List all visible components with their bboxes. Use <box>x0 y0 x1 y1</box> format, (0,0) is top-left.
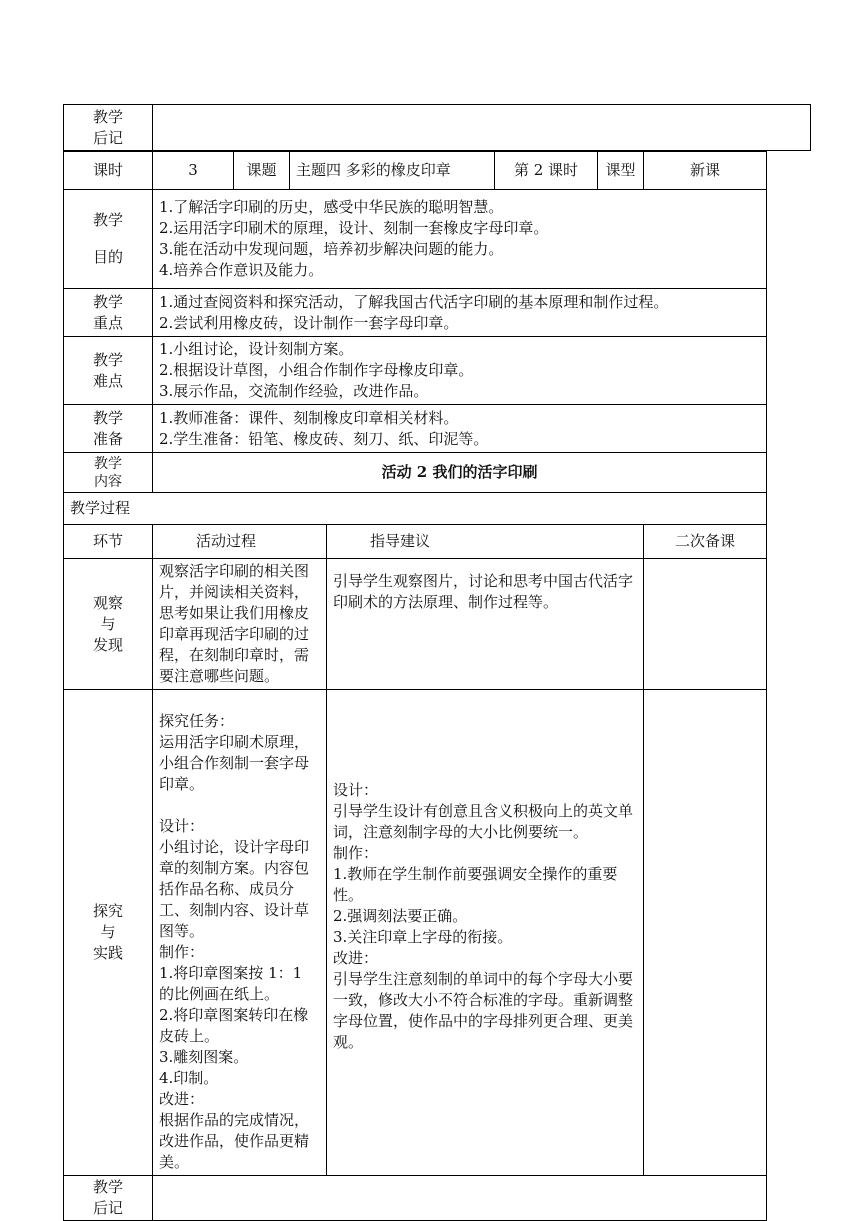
objectives-content <box>153 190 767 289</box>
preparation-item: 1.教师准备：课件、刻制橡皮印章相关材料。 <box>159 408 459 427</box>
activity-design-title: 设计： <box>159 817 205 835</box>
objective-item: 4.培养合作意识及能力。 <box>159 261 324 279</box>
stage-observe-secondary <box>644 559 767 690</box>
make-step: 1.将印章图案按 1：1 的比例画在纸上。 <box>159 964 303 1003</box>
preparation-label: 教学 准备 <box>64 405 153 453</box>
lesson-plan-table <box>63 151 767 1221</box>
topic-label: 课题 <box>234 152 290 190</box>
stage-observe-row <box>64 559 767 690</box>
stage-observe-label: 观察 与 发现 <box>64 559 153 690</box>
process-title: 教学过程 <box>64 493 767 525</box>
lesson-type-value: 新课 <box>644 152 767 190</box>
stage-explore-activity <box>153 690 327 1176</box>
stage-explore-label: 探究 与 实践 <box>64 690 153 1176</box>
info-row <box>64 152 767 190</box>
activity-make-title: 制作： <box>159 943 205 961</box>
preparation-row <box>64 405 767 453</box>
header-secondary: 二次备课 <box>644 525 767 559</box>
objective-item: 1.了解活字印刷的历史，感受中华民族的聪明智慧。 <box>159 198 504 216</box>
post-lesson-notes-content <box>153 1176 767 1221</box>
objective-item: 2.运用活字印刷术的原理，设计、刻制一套橡皮字母印章。 <box>159 219 549 237</box>
make-step: 2.将印章图案转印在橡皮砖上。 <box>159 1006 309 1045</box>
objectives-label: 教学 目的 <box>64 190 153 289</box>
content-row <box>64 453 767 493</box>
previous-notes-table <box>63 104 811 151</box>
activity-design-text: 小组讨论，设计字母印章的刻制方案。内容包括作品名称、成员分工、刻制内容、设计草图等。 <box>159 838 310 940</box>
guidance-make-item: 2.强调刻法要正确。 <box>333 907 468 925</box>
difficulty-item: 2.根据设计草图，小组合作制作字母橡皮印章。 <box>159 361 474 379</box>
process-header-row <box>64 525 767 559</box>
topic-value: 主题四 多彩的橡皮印章 <box>290 152 495 190</box>
make-step: 4.印制。 <box>159 1069 219 1087</box>
header-activity: 活动过程 <box>153 525 327 559</box>
stage-explore-secondary <box>644 690 767 1176</box>
difficulties-row <box>64 337 767 405</box>
task-title: 探究任务： <box>159 712 235 730</box>
guidance-make-item: 3.关注印章上字母的衔接。 <box>333 928 513 946</box>
process-title-row <box>64 493 767 525</box>
preparation-content <box>153 405 767 453</box>
previous-notes-content <box>153 105 811 151</box>
difficulty-item: 3.展示作品，交流制作经验，改进作品。 <box>159 382 429 400</box>
key-point-item: 1.通过查阅资料和探究活动，了解我国古代活字印刷的基本原理和制作过程。 <box>159 292 669 311</box>
lesson-type-label: 课型 <box>598 152 644 190</box>
content-title: 活动 2 我们的活字印刷 <box>153 453 767 493</box>
key-points-content <box>153 289 767 337</box>
objective-item: 3.能在活动中发现问题，培养初步解决问题的能力。 <box>159 240 504 258</box>
post-lesson-notes-label: 教学 后记 <box>64 1176 153 1221</box>
header-stage: 环节 <box>64 525 153 559</box>
difficulties-content <box>153 337 767 405</box>
guidance-make-title: 制作： <box>333 844 379 862</box>
post-lesson-notes-row <box>64 1176 767 1221</box>
preparation-item: 2.学生准备：铅笔、橡皮砖、刻刀、纸、印泥等。 <box>159 429 489 448</box>
stage-observe-guidance: 引导学生观察图片，讨论和思考中国古代活字印刷术的方法原理、制作过程等。 <box>327 559 644 690</box>
key-points-label: 教学 重点 <box>64 289 153 337</box>
stage-explore-row <box>64 690 767 1176</box>
key-points-row <box>64 289 767 337</box>
lesson-number: 第 2 课时 <box>495 152 598 190</box>
guidance-make-item: 1.教师在学生制作前要强调安全操作的重要性。 <box>333 865 618 904</box>
stage-explore-guidance <box>327 690 644 1176</box>
key-point-item: 2.尝试利用橡皮砖，设计制作一套字母印章。 <box>159 313 459 332</box>
previous-notes-label: 教学 后记 <box>64 105 153 151</box>
stage-observe-activity: 观察活字印刷的相关图片，并阅读相关资料，思考如果让我们用橡皮印章再现活字印刷的过程，在刻制印章时，需要注意哪些问题。 <box>153 559 327 690</box>
task-text: 运用活字印刷术原理，小组合作刻制一套字母印章。 <box>159 733 310 793</box>
make-step: 3.雕刻图案。 <box>159 1048 249 1066</box>
header-guidance: 指导建议 <box>327 525 644 559</box>
objectives-row <box>64 190 767 289</box>
difficulties-label: 教学 难点 <box>64 337 153 405</box>
activity-improve-title: 改进： <box>159 1090 205 1108</box>
guidance-design-title: 设计： <box>333 781 379 799</box>
activity-improve-text: 根据作品的完成情况，改进作品，使作品更精美。 <box>159 1111 310 1171</box>
class-hour-value: 3 <box>153 152 234 190</box>
class-hour-label: 课时 <box>64 152 153 190</box>
guidance-improve-title: 改进： <box>333 949 379 967</box>
guidance-design-text: 引导学生设计有创意且含义积极向上的英文单词，注意刻制字母的大小比例要统一。 <box>333 802 634 841</box>
difficulty-item: 1.小组讨论，设计刻制方案。 <box>159 340 354 358</box>
content-label: 教学 内容 <box>64 453 153 493</box>
guidance-improve-text: 引导学生注意刻制的单词中的每个字母大小要一致，修改大小不符合标准的字母。重新调整字母位置，使作品中的字母排列更合理、更美观。 <box>333 970 634 1051</box>
